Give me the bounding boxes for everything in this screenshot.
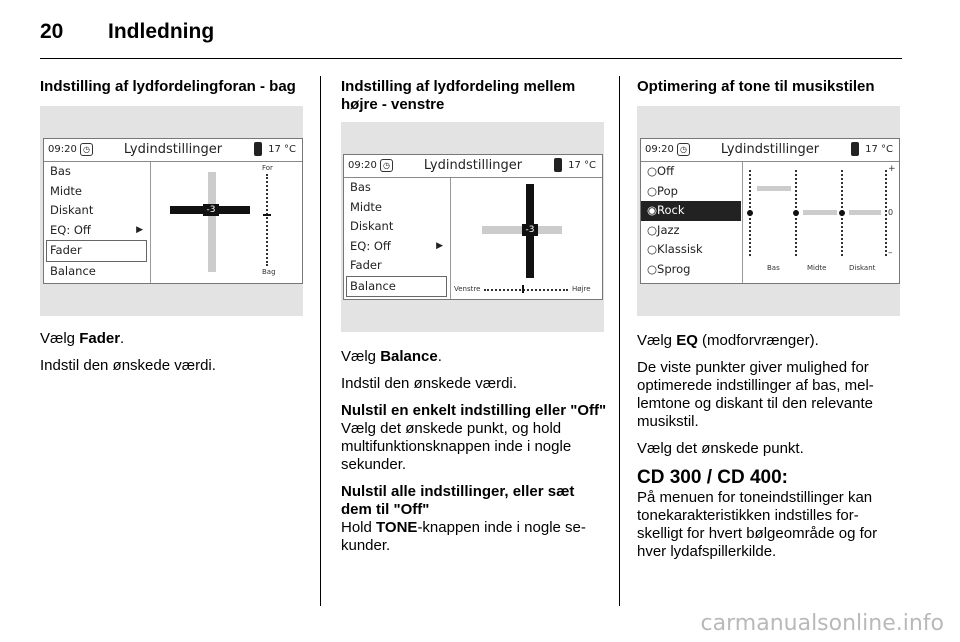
eq-instructions bbox=[637, 332, 902, 570]
page-number: 20 bbox=[40, 20, 64, 43]
select-suffix: . bbox=[120, 330, 125, 347]
screen-title: Lydindstillinger bbox=[720, 142, 820, 157]
menu-item-eq[interactable] bbox=[344, 237, 449, 257]
menu-item-balance[interactable]: Balance bbox=[50, 263, 96, 278]
section-heading: Optimering af tone til musikstilen bbox=[637, 78, 875, 95]
eq-scale-axis bbox=[885, 170, 887, 256]
menu-item-midte[interactable]: Midte bbox=[50, 183, 83, 198]
menu-item-fader[interactable]: Fader bbox=[46, 240, 147, 262]
balance-scale bbox=[484, 289, 568, 291]
fader-value: -3 bbox=[203, 204, 219, 216]
page-header bbox=[40, 20, 214, 44]
reset-all-heading: Nulstil alle indstillinger, eller sæt dem til "Off" bbox=[341, 483, 575, 518]
balance-value: -3 bbox=[522, 224, 538, 236]
chevron-right-icon: ▶ bbox=[136, 224, 143, 235]
column-fader bbox=[40, 78, 310, 96]
clock-icon: ◷ bbox=[677, 143, 690, 156]
eq-option-off[interactable]: ○Off bbox=[647, 164, 675, 178]
fader-scale-marker bbox=[263, 214, 271, 216]
eq-description: De viste punkter giver mulighed for optimerede indstillinger af bas, mel-lemtone og diskant til den relevante musikstil. bbox=[637, 359, 874, 430]
clock-icon: ◷ bbox=[380, 159, 393, 172]
set-value-text: Indstil den ønskede værdi. bbox=[40, 357, 216, 374]
eq-level-diskant bbox=[849, 210, 881, 215]
menu-item-bas[interactable]: Bas bbox=[50, 164, 71, 178]
eq-option-label: Off bbox=[657, 164, 675, 178]
thermometer-icon bbox=[554, 158, 562, 172]
scale-zero: 0 bbox=[888, 208, 894, 217]
balance-instructions bbox=[341, 348, 609, 564]
thermometer-icon bbox=[254, 142, 262, 156]
eq-marker-midte bbox=[793, 210, 799, 216]
menu-item-diskant[interactable]: Diskant bbox=[350, 219, 394, 233]
fader-screenshot bbox=[40, 106, 303, 316]
fader-instructions bbox=[40, 330, 310, 384]
select-suffix: . bbox=[437, 348, 442, 365]
header-rule bbox=[40, 58, 902, 59]
select-prefix: Vælg bbox=[40, 330, 80, 347]
balance-diagram bbox=[452, 178, 600, 298]
chapter-title: Indledning bbox=[108, 20, 215, 43]
eq-menu bbox=[641, 162, 741, 279]
select-balance-text bbox=[341, 348, 609, 366]
fader-scale bbox=[266, 174, 268, 266]
eq-option-rock[interactable]: ◉Rock bbox=[641, 201, 741, 221]
eq-option-label: Jazz bbox=[657, 222, 680, 237]
reset-one-heading: Nulstil en enkelt indstilling eller "Off" bbox=[341, 402, 607, 419]
sound-menu bbox=[44, 162, 149, 281]
eq-option-jazz[interactable]: ○Jazz bbox=[647, 222, 680, 237]
scale-plus: + bbox=[888, 164, 896, 174]
clock-time: 09:20 bbox=[348, 160, 377, 171]
eq-marker-bas bbox=[747, 210, 753, 216]
band-label-midte: Midte bbox=[807, 264, 827, 272]
section-heading: Indstilling af lydfordeling mellem højre - venstre bbox=[341, 78, 576, 113]
eq-marker-diskant bbox=[839, 210, 845, 216]
temperature: 17 °C bbox=[268, 144, 296, 155]
reset-all-prefix: Hold bbox=[341, 519, 377, 536]
panel-divider bbox=[450, 178, 451, 299]
menu-item-bas[interactable]: Bas bbox=[350, 180, 371, 194]
select-item: Fader bbox=[79, 330, 121, 347]
balance-screenshot bbox=[341, 122, 604, 332]
temperature: 17 °C bbox=[865, 144, 893, 155]
eq-screenshot bbox=[637, 106, 900, 316]
screen-title: Lydindstillinger bbox=[423, 158, 523, 173]
panel-divider bbox=[742, 162, 743, 283]
select-prefix: Vælg bbox=[341, 348, 381, 365]
infotainment-screen bbox=[43, 138, 303, 284]
column-eq bbox=[637, 78, 902, 96]
eq-option-sprog[interactable]: ○Sprog bbox=[647, 261, 691, 276]
panel-divider bbox=[150, 162, 151, 283]
eq-option-label: Rock bbox=[657, 203, 685, 217]
menu-item-eq-label: EQ: Off bbox=[50, 222, 91, 237]
select-eq-text bbox=[637, 332, 902, 350]
reset-all-suffix: -knappen inde i nogle se-kunder. bbox=[341, 519, 586, 554]
tone-button-label: TONE bbox=[376, 519, 418, 536]
thermometer-icon bbox=[851, 142, 859, 156]
select-fader-text bbox=[40, 330, 310, 348]
select-suffix: (modforvrænger). bbox=[697, 332, 819, 349]
scale-minus: – bbox=[888, 248, 893, 258]
reset-one-text: Vælg det ønskede punkt, og hold multifunktionsknappen inde i nogle sekunder. bbox=[341, 420, 572, 473]
eq-option-label: Sprog bbox=[657, 261, 691, 276]
eq-option-pop[interactable]: ○Pop bbox=[647, 183, 678, 198]
screen-title: Lydindstillinger bbox=[123, 142, 223, 157]
eq-level-bas bbox=[757, 186, 791, 191]
chevron-right-icon: ▶ bbox=[436, 240, 443, 251]
select-item: Balance bbox=[380, 348, 438, 365]
balance-scale-marker bbox=[522, 285, 524, 293]
infotainment-screen bbox=[343, 154, 603, 300]
eq-option-label: Klassisk bbox=[657, 242, 703, 256]
infotainment-screen bbox=[640, 138, 900, 284]
cd-heading: CD 300 / CD 400: bbox=[637, 467, 789, 488]
cd-text: På menuen for toneindstillinger kan tonekarakteristikken indstilles for-skelligt for hvert bølgeområde og for hver lydafspillerkilde. bbox=[637, 489, 878, 560]
clock-icon: ◷ bbox=[80, 143, 93, 156]
balance-left-label: Venstre bbox=[454, 285, 481, 293]
column-divider-1 bbox=[320, 76, 321, 606]
fader-front-label: For bbox=[262, 164, 273, 172]
menu-item-eq[interactable] bbox=[44, 221, 149, 241]
menu-item-fader[interactable]: Fader bbox=[350, 258, 382, 272]
eq-option-klassisk[interactable]: ○Klassisk bbox=[647, 242, 703, 256]
menu-item-eq-label: EQ: Off bbox=[350, 238, 391, 253]
eq-option-label: Pop bbox=[657, 183, 678, 198]
set-value-text: Indstil den ønskede værdi. bbox=[341, 375, 517, 392]
select-point-text: Vælg det ønskede punkt. bbox=[637, 440, 804, 457]
status-bar bbox=[44, 139, 302, 162]
column-balance bbox=[341, 78, 611, 114]
balance-right-label: Højre bbox=[572, 285, 591, 293]
sound-menu bbox=[344, 178, 449, 297]
fader-diagram bbox=[152, 162, 300, 282]
select-item: EQ bbox=[676, 332, 698, 349]
column-divider-2 bbox=[619, 76, 620, 606]
status-bar bbox=[344, 155, 602, 178]
section-heading: Indstilling af lydfordelingforan - bag bbox=[40, 78, 296, 95]
fader-rear-label: Bag bbox=[262, 268, 276, 276]
temperature: 17 °C bbox=[568, 160, 596, 171]
menu-item-diskant[interactable]: Diskant bbox=[50, 203, 94, 217]
select-prefix: Vælg bbox=[637, 332, 677, 349]
band-label-bas: Bas bbox=[767, 264, 780, 272]
menu-item-midte[interactable]: Midte bbox=[350, 199, 383, 214]
clock-time: 09:20 bbox=[645, 144, 674, 155]
reset-all-block bbox=[341, 483, 609, 555]
fader-track bbox=[208, 172, 216, 272]
band-label-diskant: Diskant bbox=[849, 264, 876, 272]
eq-level-midte bbox=[803, 210, 837, 215]
menu-item-balance[interactable]: Balance bbox=[346, 276, 447, 298]
clock-time: 09:20 bbox=[48, 144, 77, 155]
eq-diagram bbox=[745, 162, 897, 282]
watermark: carmanualsonline.info bbox=[700, 611, 944, 636]
reset-one-block bbox=[341, 402, 609, 474]
status-bar bbox=[641, 139, 899, 162]
